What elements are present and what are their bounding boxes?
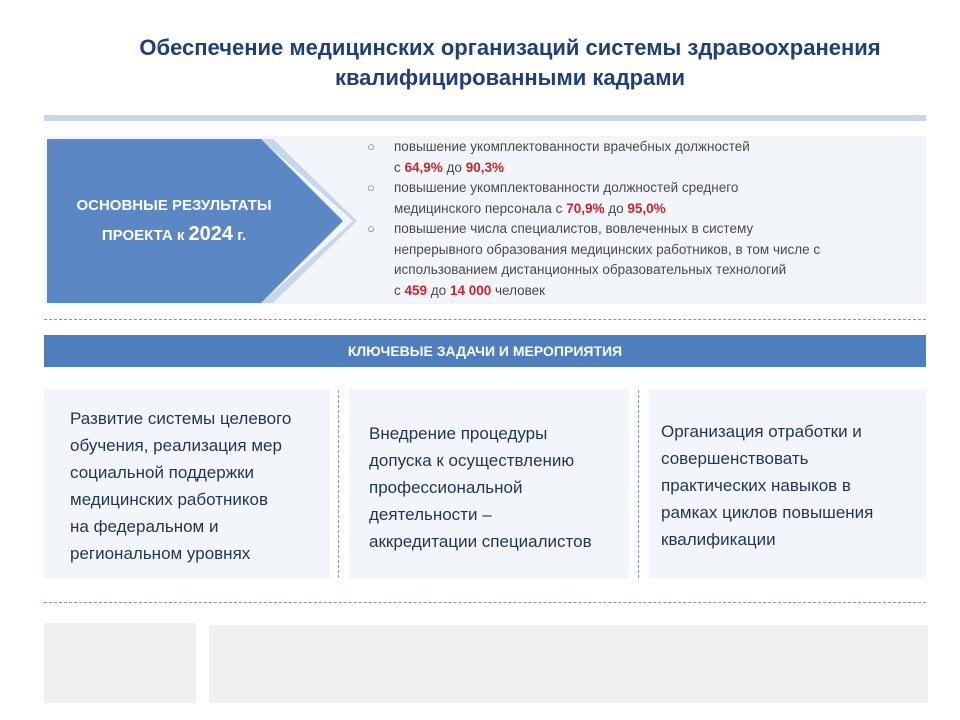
task-divider — [338, 390, 339, 578]
value-to: 90,3% — [465, 159, 504, 175]
footer-placeholder-left — [44, 623, 196, 703]
value-to: 95,0% — [627, 200, 666, 216]
results-year: 2024 — [188, 223, 234, 245]
task-card: Развитие системы целевого обучения, реализация мер социальной поддержки медицинских работников на федеральном и региональном уровнях — [44, 389, 330, 578]
result-item: ○ повышение числа специалистов, вовлеченных в систему непрерывного образования медицинских работников, в том числе с использованием дистанционных образовательных технологий с 459 до 14 000 человек — [360, 219, 920, 301]
results-label-line2: ПРОЕКТА к 2024 г. — [101, 223, 247, 245]
section-divider — [44, 602, 926, 603]
circle-bullet-icon: ○ — [367, 221, 375, 236]
page-title-line1: Обеспечение медицинских организаций системы здравоохранения — [139, 35, 881, 60]
value-from: 64,9% — [404, 159, 443, 175]
result-item: ○ повышение укомплектованности должностей среднего медицинского персонала с 70,9% до 95,0% — [360, 178, 920, 219]
result-item: ○ повышение укомплектованности врачебных должностей с 64,9% до 90,3% — [360, 137, 920, 178]
value-from: 70,9% — [566, 200, 605, 216]
tasks-header: КЛЮЧЕВЫЕ ЗАДАЧИ И МЕРОПРИЯТИЯ — [44, 335, 926, 367]
value-to: 14 000 — [449, 282, 492, 298]
task-card: Внедрение процедуры допуска к осуществлению профессиональной деятельности – аккредитации специалистов — [349, 389, 629, 578]
task-divider — [638, 390, 639, 578]
footer-placeholder-right — [209, 625, 928, 703]
results-label — [58, 192, 290, 250]
results-list — [360, 137, 920, 301]
page-title-line2: квалифицированными кадрами — [334, 65, 686, 90]
section-divider — [44, 319, 926, 320]
results-label-line1: ОСНОВНЫЕ РЕЗУЛЬТАТЫ — [76, 197, 272, 214]
circle-bullet-icon: ○ — [367, 139, 375, 154]
circle-bullet-icon: ○ — [367, 180, 375, 195]
task-card: Организация отработки и совершенствовать практических навыков в рамках циклов повышения квалификации — [649, 389, 926, 578]
page-title — [60, 33, 960, 93]
title-divider — [44, 115, 926, 121]
value-from: 459 — [404, 282, 428, 298]
